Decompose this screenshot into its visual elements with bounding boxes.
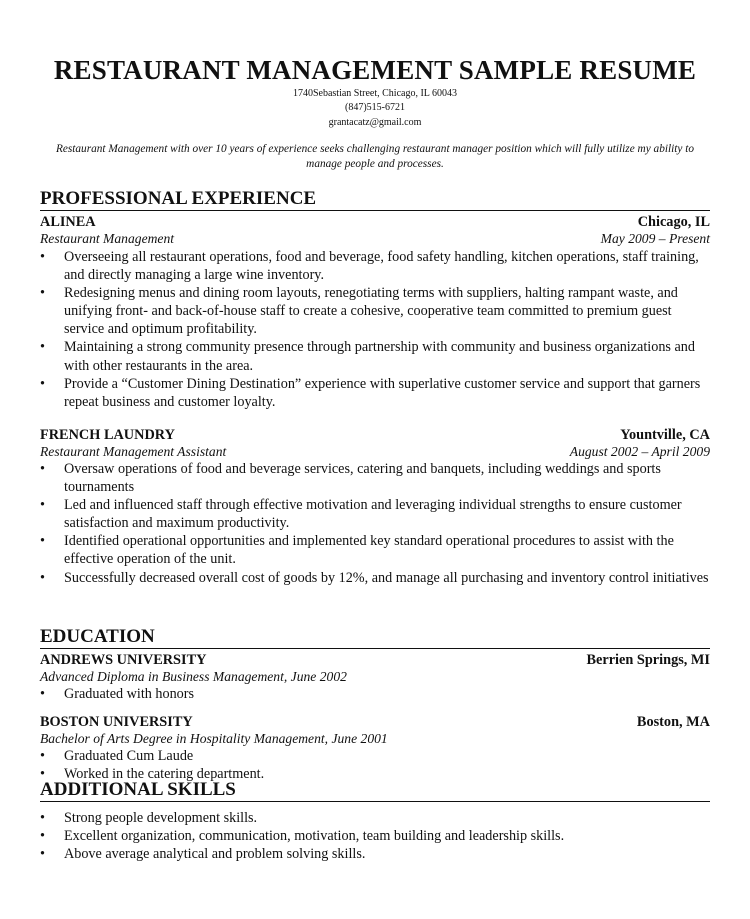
list-item: • Excellent organization, communication, motivation, team building and leadership skills. (40, 828, 565, 845)
bullet-icon: • (40, 748, 45, 764)
school-location: Berrien Springs, MI (586, 652, 710, 668)
list-item: • Worked in the catering department. (40, 766, 265, 783)
section-heading-education: EDUCATION (40, 627, 710, 649)
school-degree-row (40, 668, 710, 685)
list-item: • Maintaining a strong community presence through partnership with community and business organizations and with other restaurants in the area. (40, 339, 695, 374)
school-bullet-list (40, 685, 710, 703)
job-company: ALINEA (40, 214, 96, 230)
bullet-icon: • (40, 828, 45, 845)
objective-statement: Restaurant Management with over 10 years of experience seeks challenging restaurant manager position which will fully utilize my ability to manage people and processes. (55, 143, 695, 170)
job-role-row (40, 230, 710, 247)
job-dates: August 2002 – April 2009 (569, 444, 710, 459)
school-degree-row (40, 730, 710, 747)
bullet-icon: • (40, 339, 45, 356)
job-bullet-list (40, 248, 710, 411)
bullet-icon: • (40, 497, 45, 514)
list-item: • Graduated with honors (40, 686, 195, 702)
bullet-icon: • (40, 686, 45, 702)
bullet-icon: • (40, 533, 45, 550)
list-item: • Provide a “Customer Dining Destination” experience with superlative customer service and support that garners repeat business and customer loyalty. (40, 375, 701, 410)
job-role: Restaurant Management Assistant (40, 444, 227, 459)
list-item: • Strong people development skills. (40, 810, 258, 826)
bullet-icon: • (40, 249, 45, 265)
list-item: • Led and influenced staff through effective motivation and leveraging individual strengths to ensure customer satisfaction and maximum productivity. (40, 497, 682, 532)
job-header-row (40, 214, 710, 231)
school-name: ANDREWS UNIVERSITY (40, 652, 207, 668)
job-bullet-list (40, 460, 710, 587)
contact-email: grantacatz@gmail.com (328, 117, 422, 128)
job-company: FRENCH LAUNDRY (40, 427, 175, 443)
school-degree: Bachelor of Arts Degree in Hospitality Management, June 2001 (40, 731, 388, 746)
bullet-icon: • (40, 461, 45, 477)
school-header-row (40, 714, 710, 731)
bullet-icon: • (40, 375, 45, 392)
bullet-icon: • (40, 846, 45, 863)
contact-address: 1740Sebastian Street, Chicago, IL 60043 (292, 88, 458, 99)
job-dates: May 2009 – Present (600, 231, 710, 246)
list-item: • Identified operational opportunities and implemented key standard operational procedures to assist with the effective operation of the unit. (40, 533, 674, 568)
job-location: Yountville, CA (620, 427, 710, 443)
list-item: • Above average analytical and problem solving skills. (40, 846, 366, 863)
section-heading-skills: ADDITIONAL SKILLS (40, 780, 710, 802)
school-degree: Advanced Diploma in Business Management, June 2002 (40, 669, 347, 684)
contact-phone: (847)515-6721 (345, 102, 405, 113)
bullet-icon: • (40, 569, 45, 586)
list-item: • Successfully decreased overall cost of goods by 12%, and manage all purchasing and inventory control initiatives (40, 569, 709, 586)
bullet-icon: • (40, 766, 45, 783)
list-item: • Graduated Cum Laude (40, 748, 194, 764)
list-item: • Redesigning menus and dining room layouts, renegotiating terms with suppliers, halting rampant waste, and unifying front- and back-of-house staff to create a cohesive, cooperative team committed to premium guest service and optimum profitability. (40, 285, 678, 338)
section-heading-experience: PROFESSIONAL EXPERIENCE (40, 189, 710, 211)
list-item: • Overseeing all restaurant operations, food and beverage, food safety handling, kitchen operations, staff training, and directly managing a large wine inventory. (40, 249, 699, 284)
school-header-row (40, 652, 710, 669)
school-name: BOSTON UNIVERSITY (40, 714, 193, 730)
school-location: Boston, MA (636, 714, 710, 730)
bullet-icon: • (40, 810, 45, 826)
job-role-row (40, 443, 710, 460)
job-role: Restaurant Management (40, 231, 175, 246)
bullet-icon: • (40, 285, 45, 302)
skills-bullet-list (40, 809, 710, 863)
list-item: • Oversaw operations of food and beverage services, catering and banquets, including weddings and sports tournaments (40, 461, 661, 496)
resume-title: RESTAURANT MANAGEMENT SAMPLE RESUME (53, 55, 697, 85)
school-bullet-list (40, 747, 710, 783)
job-header-row (40, 427, 710, 444)
job-location: Chicago, IL (637, 214, 710, 230)
